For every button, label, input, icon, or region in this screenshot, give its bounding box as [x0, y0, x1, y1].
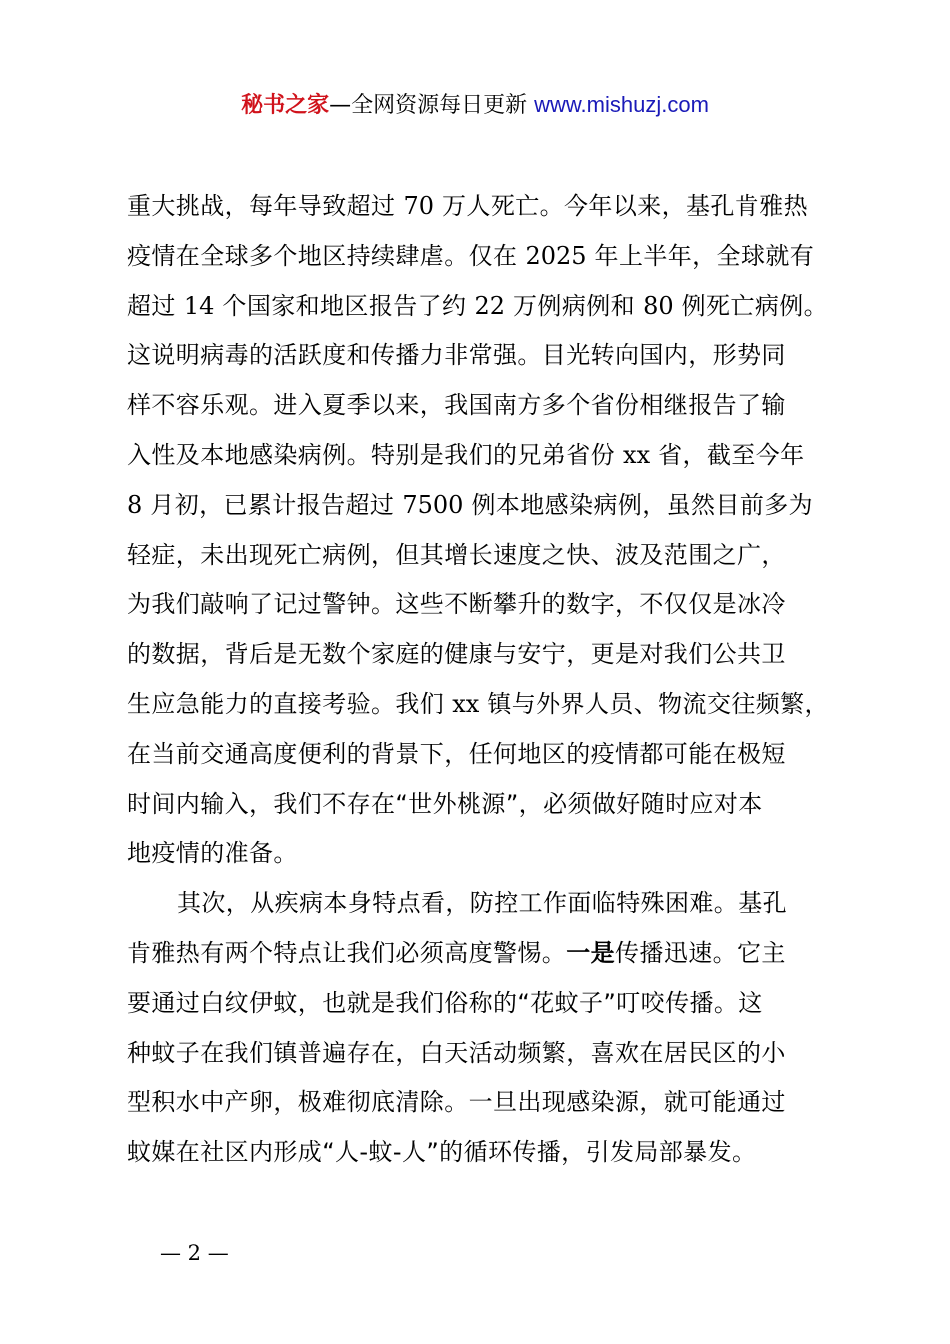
document-body	[127, 182, 839, 1178]
brand-name: 秘书之家	[241, 93, 330, 118]
text-line: 要通过白纹伊蚊，也就是我们俗称的“花蚊子”叮咬传播。这	[127, 988, 763, 1017]
text-line: 为我们敲响了记过警钟。这些不断攀升的数字，不仅仅是冰冷	[127, 590, 786, 619]
text-line: 样不容乐观。进入夏季以来，我国南方多个省份相继报告了输	[127, 391, 786, 420]
text-line: 重大挑战，每年导致超过 70 万人死亡。今年以来，基孔肯雅热	[127, 192, 809, 220]
text-line: 疫情在全球多个地区持续肆虐。仅在 2025 年上半年，全球就有	[127, 241, 815, 270]
text-line: 这说明病毒的活跃度和传播力非常强。目光转向国内，形势同	[127, 341, 786, 370]
site-url-link[interactable]: www.mishuzj.com	[534, 92, 709, 117]
site-header	[0, 88, 950, 123]
text-line: 超过 14 个国家和地区报告了约 22 万例病例和 80 例死亡病例。	[127, 291, 829, 320]
text-line: 肯雅热有两个特点让我们必须高度警惕。一是传播迅速。它主	[127, 938, 786, 967]
text-line: 蚊媒在社区内形成“人-蚊-人”的循环传播，引发局部暴发。	[127, 1138, 757, 1167]
text-line: 地疫情的准备。	[127, 839, 298, 868]
header-slogan: —全网资源每日更新	[329, 93, 528, 118]
text-line: 入性及本地感染病例。特别是我们的兄弟省份 xx 省，截至今年	[127, 440, 805, 469]
text-line: 时间内输入，我们不存在“世外桃源”，必须做好随时应对本	[127, 789, 763, 818]
text-line: 在当前交通高度便利的背景下，任何地区的疫情都可能在极短	[127, 739, 786, 768]
text-line: 型积水中产卵，极难彻底清除。一旦出现感染源，就可能通过	[127, 1088, 786, 1117]
page-number: — 2 —	[160, 1241, 229, 1265]
text-line: 的数据，背后是无数个家庭的健康与安宁，更是对我们公共卫	[127, 640, 786, 669]
emphasis-first: 一是	[566, 938, 616, 967]
text-line: 轻症，未出现死亡病例，但其增长速度之快、波及范围之广，	[127, 540, 786, 569]
text-line: 生应急能力的直接考验。我们 xx 镇与外界人员、物流交往频繁，	[127, 689, 829, 718]
text-line: 种蚊子在我们镇普遍存在，白天活动频繁，喜欢在居民区的小	[127, 1038, 786, 1067]
text-line: 8 月初，已累计报告超过 7500 例本地感染病例，虽然目前多为	[127, 490, 814, 519]
paragraph-first-line: 其次，从疾病本身特点看，防控工作面临特殊困难。基孔	[177, 889, 787, 918]
